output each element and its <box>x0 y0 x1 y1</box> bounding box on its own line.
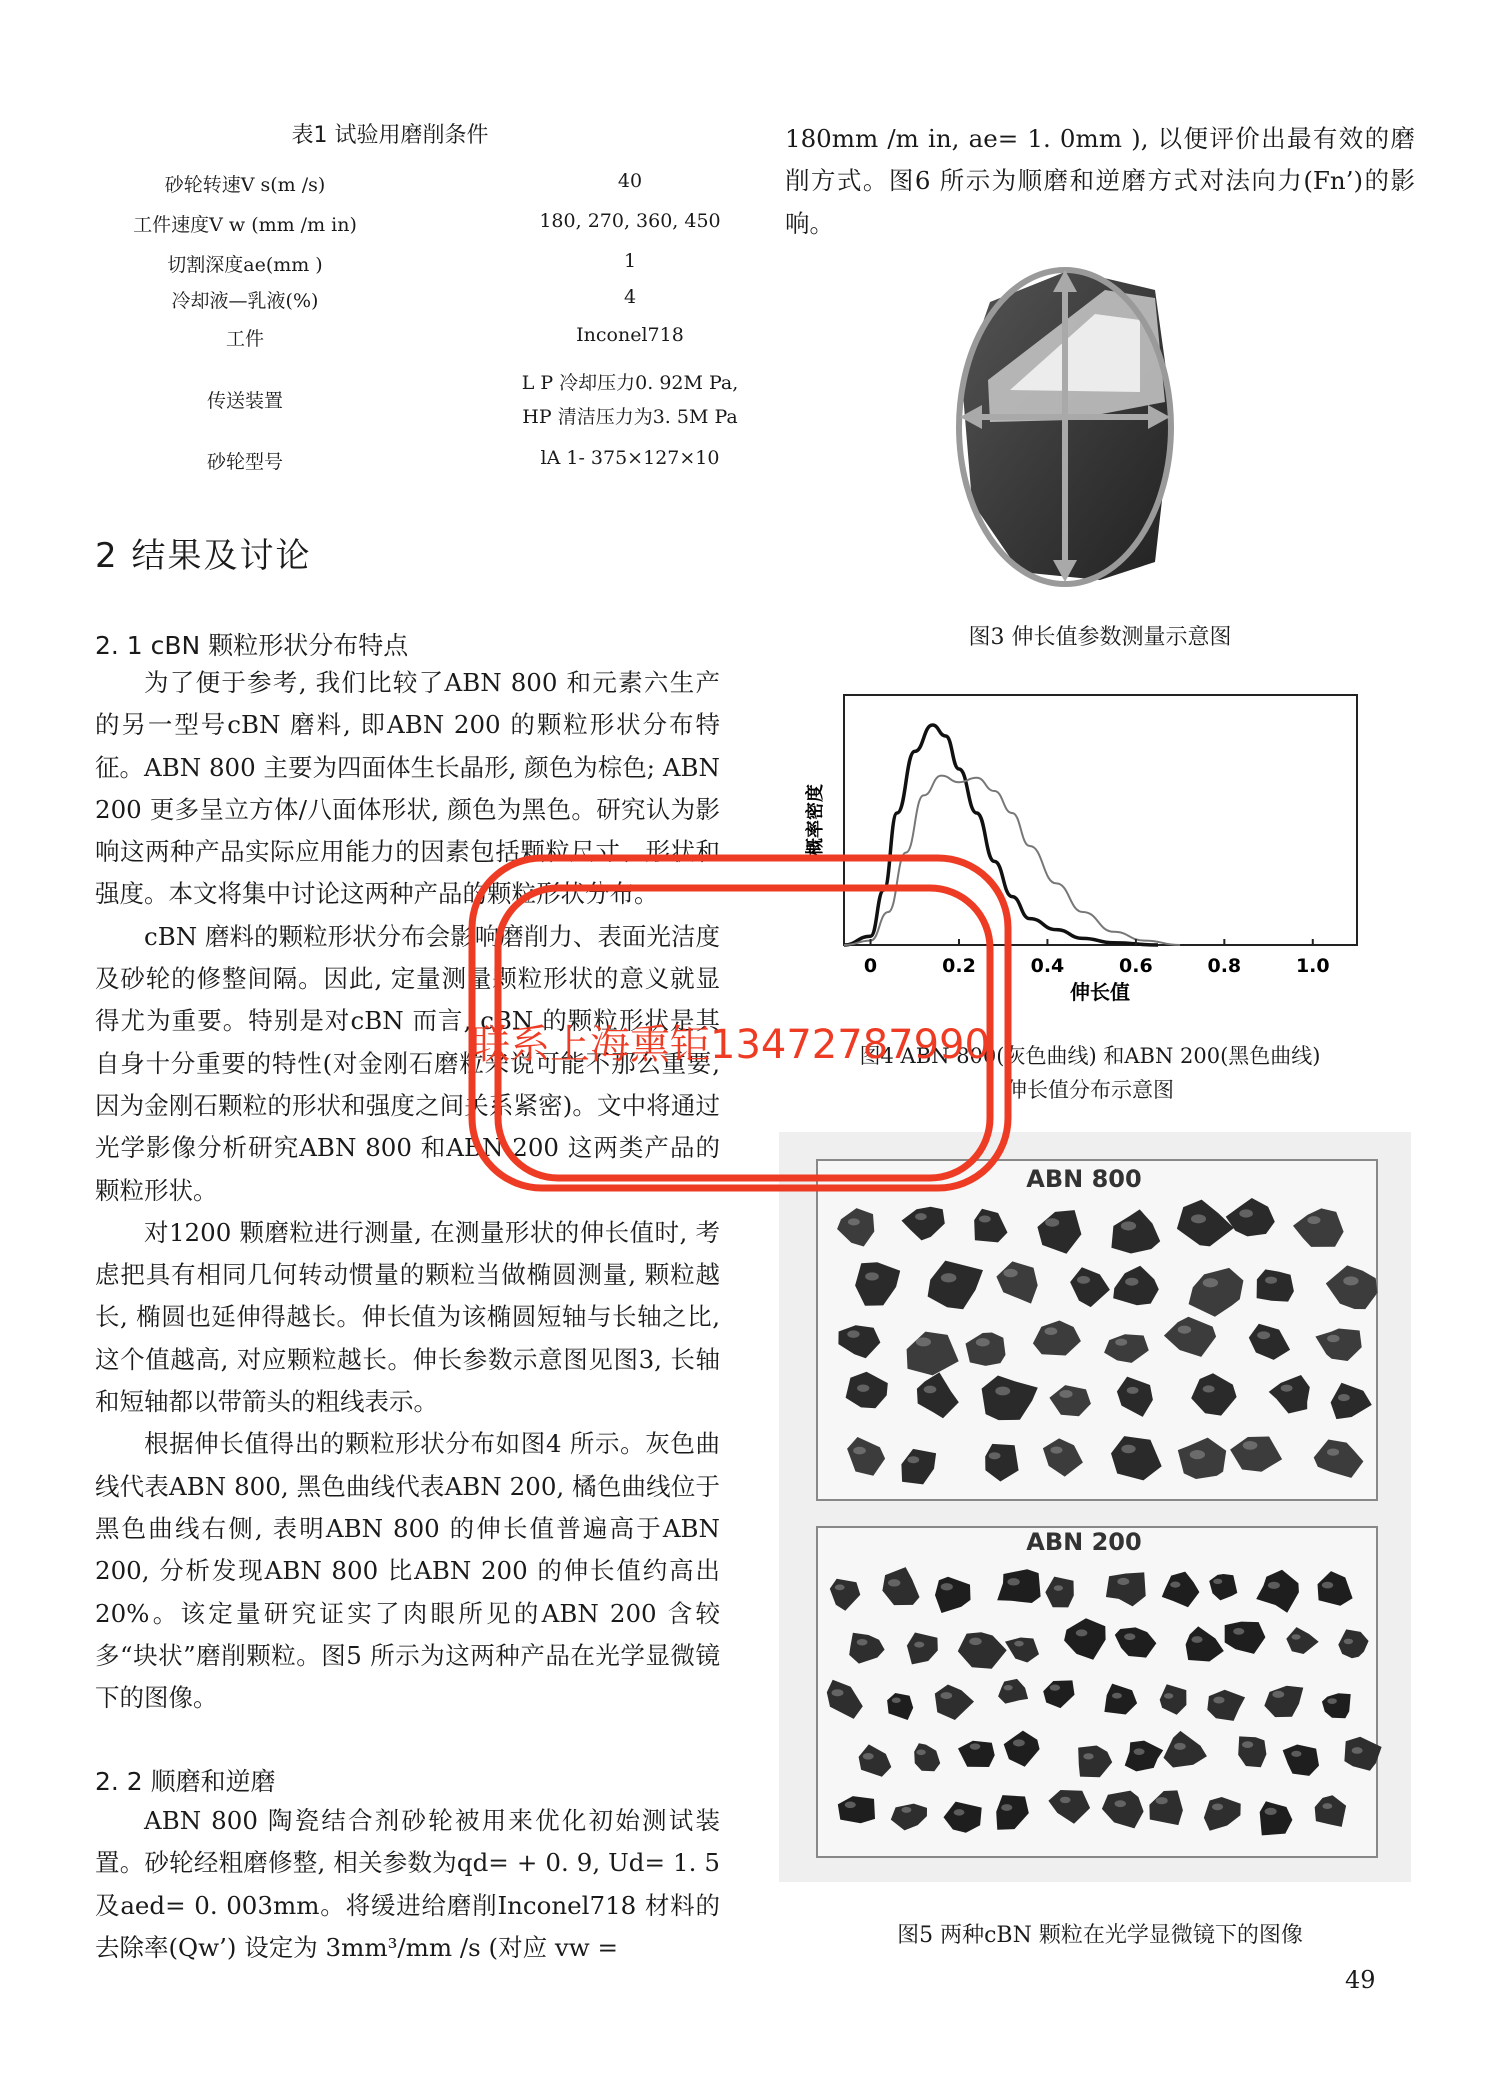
grain-highlight <box>1233 1628 1244 1635</box>
paragraph: 对1200 颗磨粒进行测量, 在测量形状的伸长值时, 考虑把具有相同几何转动惯量的颗粒当做椭圆测量, 颗粒越长, 椭圆也延伸得越长。伸长值为该椭圆短轴与长轴之比, 这个值越高, 对应颗粒越长。伸长参数示意图见图3, 长轴和短轴都以带箭头的粗线表示。 <box>95 1217 720 1417</box>
grain-highlight <box>1124 1633 1135 1640</box>
x-tick-label: 0.4 <box>1030 955 1065 977</box>
grain-highlight <box>1327 1698 1337 1704</box>
grain-highlight <box>857 1639 868 1645</box>
table-cell-label: 切割深度ae(mm ) <box>167 254 323 276</box>
grain-highlight <box>1292 1634 1301 1639</box>
grain-highlight <box>1203 1278 1218 1287</box>
x-tick-label: 1.0 <box>1295 955 1330 977</box>
grain-highlight <box>1243 1441 1258 1450</box>
figure-4-caption-line-2: 伸长值分布示意图 <box>1006 1078 1174 1102</box>
table-cell-value: 40 <box>617 170 643 192</box>
y-axis-label: 概率密度 <box>805 784 826 856</box>
grain-highlight <box>848 1218 860 1225</box>
section-heading: 2 结果及讨论 <box>95 536 312 576</box>
grain-highlight <box>1344 1639 1353 1645</box>
subsection-heading: 2. 1 cBN 颗粒形状分布特点 <box>95 631 409 660</box>
grain-highlight <box>1076 1629 1088 1636</box>
figure-3-caption: 图3 伸长值参数测量示意图 <box>968 625 1232 650</box>
grain-highlight <box>1121 1221 1136 1230</box>
grain-highlight <box>941 1273 957 1282</box>
grain-highlight <box>1083 1753 1093 1759</box>
grain-highlight <box>1174 1743 1186 1750</box>
grain-highlight <box>888 1579 900 1586</box>
grain-highlight <box>1213 1579 1222 1584</box>
grain-highlight <box>1338 1394 1350 1401</box>
grain-highlight <box>916 1749 925 1755</box>
grain-highlight <box>1322 1803 1332 1809</box>
grain-highlight <box>1060 1797 1071 1803</box>
grain-highlight <box>1127 1387 1139 1394</box>
grain-highlight <box>1001 1804 1012 1811</box>
table-cell-value: lA 1- 375×127×10 <box>540 447 720 469</box>
grain-highlight <box>1257 1331 1270 1339</box>
grain-highlight <box>954 1809 965 1815</box>
grain-highlight <box>1050 1446 1062 1453</box>
paragraph: cBN 磨料的颗粒形状分布会影响磨削力、表面光洁度及砂轮的修整间隔。因此, 定量测量颗粒形状的意义就显得尤为重要。特别是对cBN 而言, cBN 的颗粒形状是其自身十分重要的特性(对金刚石磨粒来说可能不那么重要, 因为金刚石颗粒的形状和强度之间关系紧密)。文中将通过光学影像分析研究ABN 800 和ABN 200 这两类产品的颗粒形状。 <box>95 921 720 1205</box>
grain-highlight <box>1265 1808 1277 1815</box>
grain-highlight <box>907 1456 919 1463</box>
body-text-2 <box>95 1800 720 1969</box>
panel-label-abn200: ABN 200 <box>1026 1528 1142 1556</box>
table-cell-label: 传送装置 <box>206 390 283 412</box>
grain-highlight <box>863 1753 874 1760</box>
grain-highlight <box>832 1689 844 1696</box>
grain-highlight <box>1203 1385 1215 1392</box>
grain-highlight <box>845 1801 856 1808</box>
grain-highlight <box>995 1387 1010 1396</box>
grain-highlight <box>865 1272 879 1280</box>
grain-highlight <box>857 1384 869 1391</box>
grain-highlight <box>1322 1582 1333 1589</box>
grain-highlight <box>1178 1326 1191 1334</box>
grain-highlight <box>1003 1269 1017 1278</box>
grain-highlight <box>989 1452 1001 1459</box>
grain-highlight <box>970 1743 981 1749</box>
grain-highlight <box>901 1807 911 1813</box>
panel-label-abn800: ABN 800 <box>1026 1165 1142 1193</box>
table-row <box>100 366 739 436</box>
grain-highlight <box>1191 1636 1202 1643</box>
grain-highlight <box>969 1638 981 1645</box>
x-axis-label: 伸长值 <box>1070 980 1130 1004</box>
grain-highlight <box>916 1337 931 1346</box>
grain-highlight <box>835 1584 845 1590</box>
table-cell-label: 砂轮转速V s(m /s) <box>164 174 326 196</box>
table-cell-value: 1 <box>623 250 637 272</box>
grain-highlight <box>1352 1747 1363 1754</box>
grain-highlight <box>1050 1685 1060 1691</box>
grain-highlight <box>1125 1278 1138 1286</box>
grain-highlight <box>1156 1797 1168 1804</box>
grain-highlight <box>847 1330 859 1337</box>
figure-4-caption-line-1: 图4 ABN 800(灰色曲线) 和ABN 200(黑色曲线) <box>859 1044 1321 1068</box>
paragraph: 为了便于参考, 我们比较了ABN 800 和元素六生产的另一型号cBN 磨料, 即ABN 200 的颗粒形状分布特征。ABN 800 主要为四面体生长晶形, 颜色为棕色; ABN 200 更多呈立方体/八面体形状, 颜色为黑色。研究认为影响这两种产品实际应用能力的因素包括颗粒尺寸、形状和强度。本文将集中讨论这两种产品的颗粒形状分布。 <box>95 668 720 909</box>
x-tick-label: 0.8 <box>1207 955 1242 977</box>
grain-highlight <box>1013 1739 1025 1746</box>
micrograph-svg <box>779 1132 1411 1882</box>
grain-highlight <box>892 1698 901 1703</box>
x-tick-label: 0 <box>863 955 878 977</box>
body-text-right <box>785 118 1415 245</box>
grain-highlight <box>1004 1685 1013 1690</box>
grain-highlight <box>1170 1582 1180 1588</box>
grain-highlight <box>1134 1748 1145 1755</box>
panel-abn800 <box>817 1160 1377 1500</box>
grain-highlight <box>1281 1385 1293 1392</box>
grain-highlight <box>1213 1697 1224 1704</box>
grain-highlight <box>1242 1741 1253 1748</box>
figure-5-micrographs <box>779 1132 1411 1882</box>
grain-highlight <box>1115 1339 1127 1346</box>
plot-area <box>844 695 1357 945</box>
grain-highlight <box>1239 1209 1253 1217</box>
paragraph: ABN 800 陶瓷结合剂砂轮被用来优化初始测试装置。砂轮经粗磨修整, 相关参数为qd= + 0. 9, Ud= 1. 5 及aed= 0. 003mm。将缓进给磨削Inconel718 材料的去除率(Qw’) 设定为 3mm³/mm /s (对应 vw = <box>95 1806 720 1962</box>
figure-4-chart <box>805 692 1365 1010</box>
figure-3-particle-diagram <box>950 262 1180 587</box>
grain-highlight <box>1077 1276 1090 1284</box>
grain-highlight <box>924 1386 937 1394</box>
grain-highlight <box>1045 1218 1059 1226</box>
grain-highlight <box>941 1583 953 1590</box>
grain-highlight <box>1007 1578 1019 1585</box>
grain-highlight <box>914 1642 924 1648</box>
grain-highlight <box>1272 1691 1284 1698</box>
grain-highlight <box>1212 1804 1223 1811</box>
body-text-1 <box>95 662 720 1719</box>
grain-highlight <box>1191 1214 1206 1223</box>
table-cell-value: Inconel718 <box>576 324 684 346</box>
figure-5-caption: 图5 两种cBN 颗粒在光学显微镜下的图像 <box>897 1923 1303 1948</box>
paragraph: 根据伸长值得出的颗粒形状分布如图4 所示。灰色曲线代表ABN 800, 黑色曲线代表ABN 200, 橘色曲线位于黑色曲线右侧, 表明ABN 800 的伸长值普遍高于ABN 200, 分析发现ABN 800 比ABN 200 的伸长值约高出20%。该定量研究证实了肉眼所见的ABN 200 含较多“块状”磨削颗粒。图5 所示为这两种产品在光学显微镜下的图像。 <box>95 1429 720 1713</box>
grain-highlight <box>853 1447 866 1455</box>
table-cell-value: HP 清洁压力为3. 5M Pa <box>522 406 738 428</box>
x-tick-label: 0.6 <box>1119 955 1153 977</box>
table-cell-value: 4 <box>623 286 637 308</box>
grain <box>1257 1269 1294 1301</box>
grain-highlight <box>979 1216 991 1223</box>
grain-highlight <box>1307 1216 1320 1224</box>
x-tick-label: 0.2 <box>942 955 976 977</box>
grain-highlight <box>1327 1335 1339 1342</box>
watermark-text: 联系上海熏钜13472787990 <box>470 1022 990 1068</box>
table-cell-label: 工件速度V w (mm /m in) <box>133 214 357 236</box>
subsection-heading: 2. 2 顺磨和逆磨 <box>95 1767 276 1796</box>
grain-highlight <box>915 1213 927 1220</box>
table-cell-value: 180, 270, 360, 450 <box>539 210 721 232</box>
grain-highlight <box>976 1338 990 1346</box>
grain-highlight <box>1045 1327 1058 1335</box>
grain-highlight <box>1164 1693 1173 1699</box>
grain-highlight <box>1291 1751 1301 1757</box>
paragraph: 180mm /m in, ae= 1. 0mm ), 以便评价出最有效的磨削方式。图6 所示为顺磨和逆磨方式对法向力(Fn’)的影响。 <box>785 124 1415 238</box>
grain-highlight <box>1112 1693 1122 1699</box>
grain-highlight <box>1115 1800 1126 1807</box>
grain-highlight <box>1327 1448 1339 1455</box>
page-number: 49 <box>1345 1966 1376 1994</box>
table-cell-label: 工件 <box>225 328 264 350</box>
table-cell-label: 砂轮型号 <box>206 451 283 473</box>
table-cell-value: L P 冷却压力0. 92M Pa, <box>521 372 739 394</box>
grain-highlight <box>941 1692 953 1699</box>
grain-highlight <box>1190 1450 1205 1459</box>
table-title: 表1 试验用磨削条件 <box>291 123 489 148</box>
grain-highlight <box>1265 1277 1277 1284</box>
grain-highlight <box>1014 1641 1023 1647</box>
grain-highlight <box>1121 1445 1135 1454</box>
grain-highlight <box>1054 1585 1063 1591</box>
grain-highlight <box>1268 1582 1280 1589</box>
grain-highlight <box>1059 1390 1072 1398</box>
grain-highlight <box>1117 1578 1129 1585</box>
table-cell-label: 冷却液—乳液(%) <box>171 290 319 312</box>
grain-highlight <box>1343 1276 1358 1285</box>
grain <box>997 1569 1040 1603</box>
